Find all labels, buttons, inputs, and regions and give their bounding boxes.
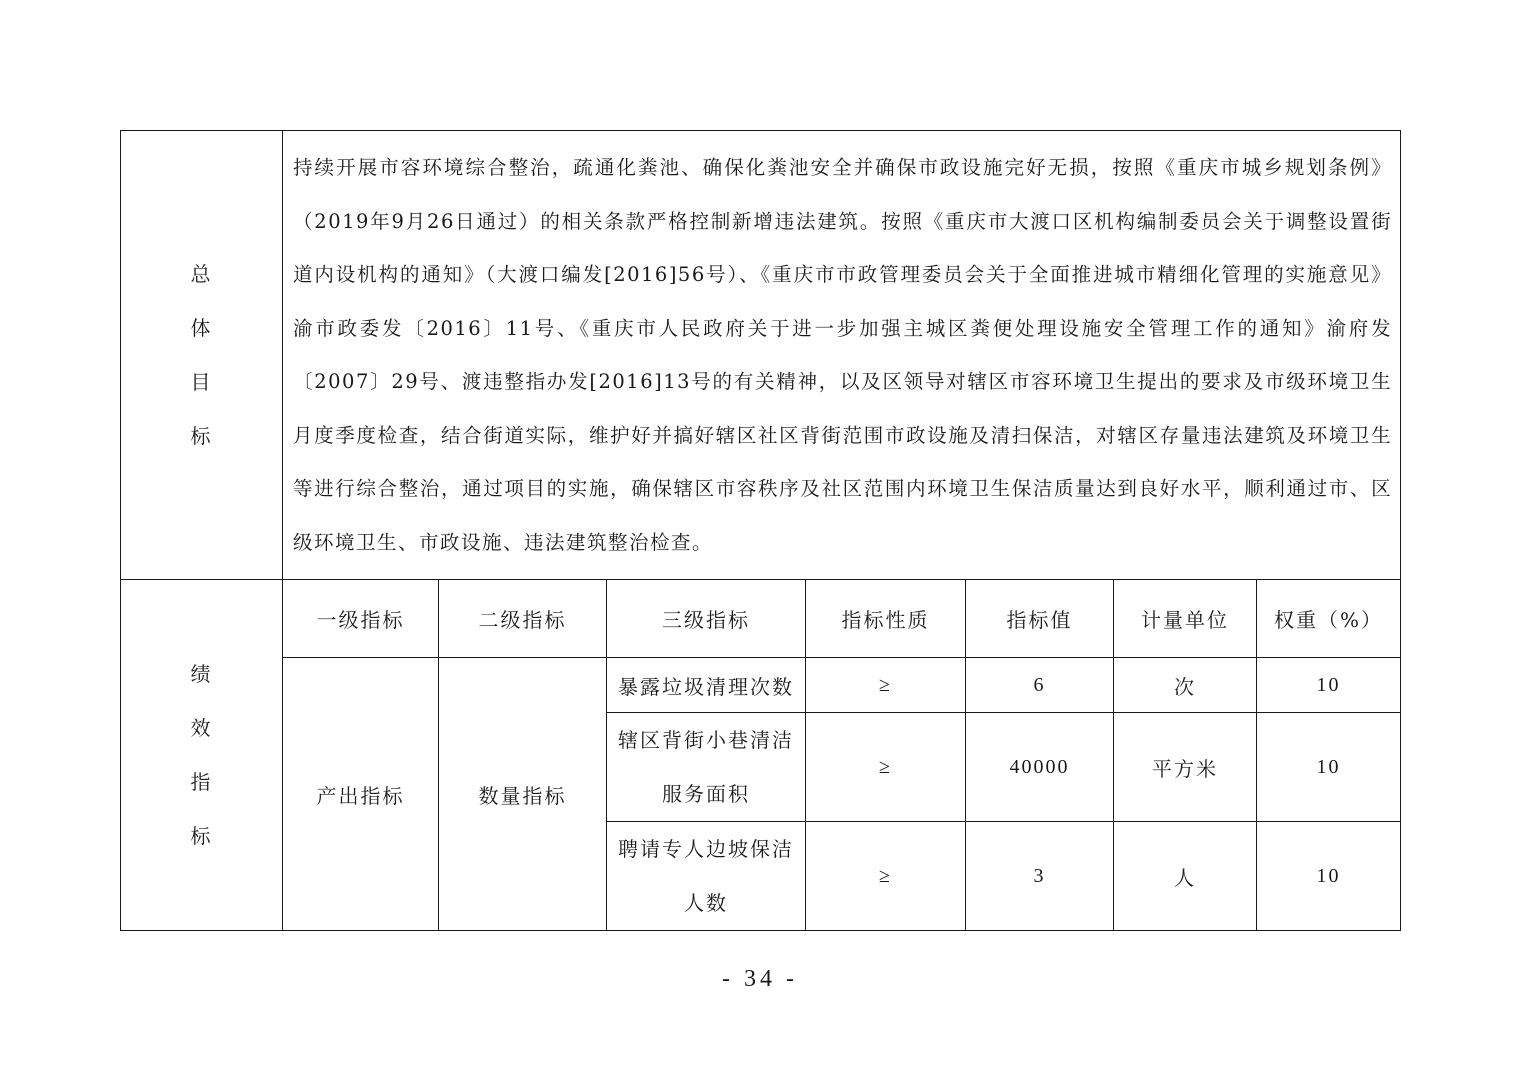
header-level3: 三级指标 [607, 580, 806, 658]
indicator-nature: ≥ [806, 658, 966, 713]
level3-indicator-line: 人数 [684, 891, 728, 915]
level1-indicator: 产出指标 [283, 658, 439, 931]
performance-indicator-label-char: 指 [190, 770, 213, 794]
level2-indicator: 数量指标 [439, 658, 607, 931]
indicator-value: 3 [966, 822, 1114, 931]
level3-indicator-line: 服务面积 [662, 782, 750, 806]
indicator-weight: 10 [1257, 658, 1401, 713]
indicator-unit: 次 [1114, 658, 1257, 713]
overall-goal-label-char: 目 [190, 370, 213, 394]
overall-goal-label-char: 体 [190, 316, 213, 340]
overall-goal-text: 持续开展市容环境综合整治，疏通化粪池、确保化粪池安全并确保市政设施完好无损，按照《重庆市城乡规划条例》（2019年9月26日通过）的相关条款严格控制新增违法建筑。按照《重庆市大渡口区机构编制委员会关于调整设置街道内设机构的通知》（大渡口编发[2016]56号）、《重庆市市政管理委员会关于全面推进城市精细化管理的实施意见》渝市政委发〔2016〕11号、《重庆市人民政府关于进一步加强主城区粪便处理设施安全管理工作的通知》渝府发〔2007〕29号、渡违整指办发[2016]13号的有关精神，以及区领导对辖区市容环境卫生提出的要求及市级环境卫生月度季度检查，结合街道实际，维护好并搞好辖区社区背街范围市政设施及清扫保洁，对辖区存量违法建筑及环境卫生等进行综合整治，通过项目的实施，确保辖区市容秩序及社区范围内环境卫生保洁质量达到良好水平，顺利通过市、区级环境卫生、市政设施、违法建筑整治检查。 [283, 131, 1401, 580]
overall-goal-row [121, 131, 1401, 580]
indicator-weight: 10 [1257, 713, 1401, 822]
overall-goal-label [121, 131, 283, 580]
indicator-unit: 人 [1114, 822, 1257, 931]
header-weight: 权重（%） [1257, 580, 1401, 658]
overall-goal-label-char: 标 [190, 424, 213, 448]
level3-indicator-line: 辖区背街小巷清洁 [618, 728, 794, 752]
indicator-unit: 平方米 [1114, 713, 1257, 822]
level3-indicator-line: 聘请专人边坡保洁 [618, 837, 794, 861]
performance-goal-table [120, 130, 1401, 931]
header-value: 指标值 [966, 580, 1114, 658]
indicator-nature: ≥ [806, 713, 966, 822]
overall-goal-label-char: 总 [190, 262, 213, 286]
table-row [121, 658, 1401, 713]
header-nature: 指标性质 [806, 580, 966, 658]
performance-indicator-label [121, 580, 283, 931]
indicator-value: 40000 [966, 713, 1114, 822]
header-unit: 计量单位 [1114, 580, 1257, 658]
performance-indicator-label-char: 绩 [190, 662, 213, 686]
level3-indicator: 暴露垃圾清理次数 [607, 658, 806, 713]
header-level2: 二级指标 [439, 580, 607, 658]
indicator-value: 6 [966, 658, 1114, 713]
indicator-nature: ≥ [806, 822, 966, 931]
indicator-header-row [121, 580, 1401, 658]
performance-indicator-label-char: 效 [190, 716, 213, 740]
header-level1: 一级指标 [283, 580, 439, 658]
level3-indicator [607, 822, 806, 931]
indicator-weight: 10 [1257, 822, 1401, 931]
level3-indicator [607, 713, 806, 822]
performance-indicator-label-char: 标 [190, 824, 213, 848]
page-number: - 34 - [722, 966, 798, 992]
